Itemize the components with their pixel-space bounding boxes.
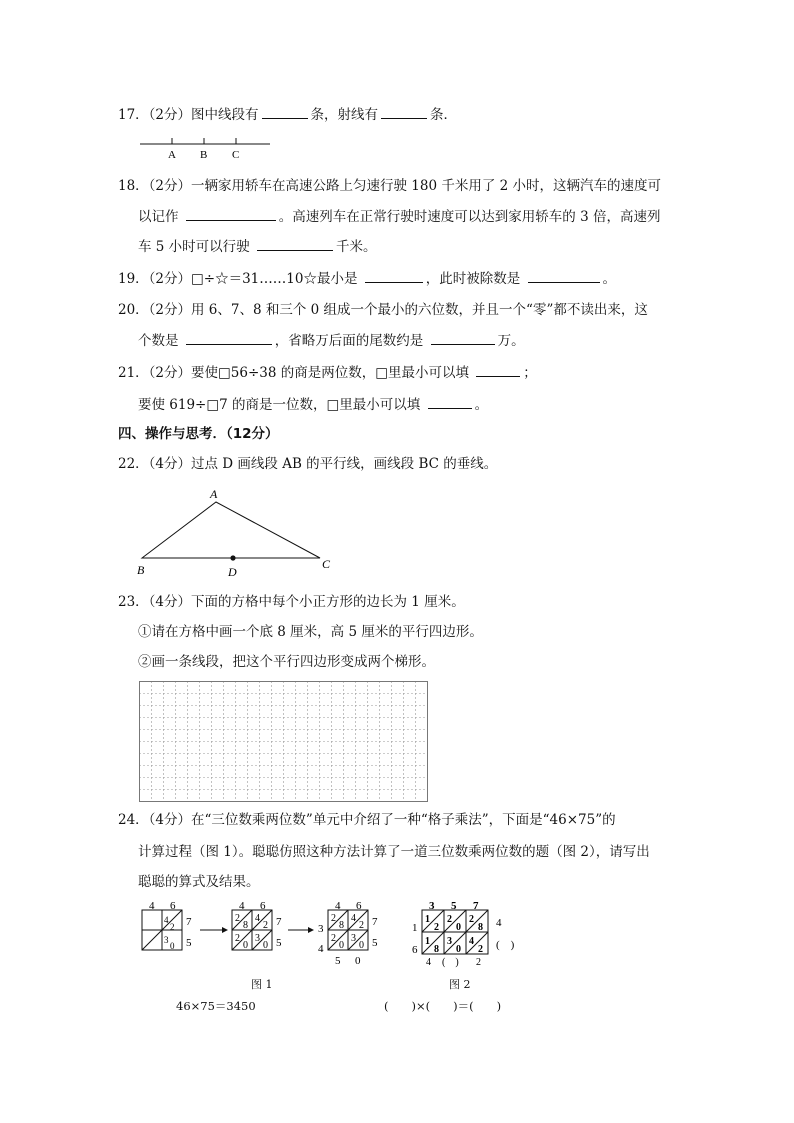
- q20-line2: 个数是 ，省略万后面的尾数约是 万。: [138, 330, 525, 351]
- svg-text:3: 3: [318, 923, 324, 935]
- svg-text:3: 3: [255, 933, 260, 944]
- lattice-figure-2: [410, 900, 530, 975]
- svg-text:4: 4: [255, 913, 260, 924]
- answer-blank[interactable]: [186, 330, 272, 345]
- q22-text: 22．（4分）过点 D 画线段 AB 的平行线，画线段 BC 的垂线。: [118, 456, 498, 472]
- point-label-a: A: [168, 149, 176, 161]
- svg-text:4: 4: [318, 943, 324, 955]
- figure-2-caption: 图 2: [449, 978, 471, 991]
- q22-triangle-figure: [134, 484, 334, 580]
- svg-text:1: 1: [412, 922, 418, 934]
- point-label-c: C: [232, 149, 240, 161]
- q20-line1: 20．（2分）用 6、7、8 和三个 0 组成一个最小的六位数，并且一个“零”都不读出来，这: [118, 302, 648, 318]
- q23-sub2: ②画一条线段，把这个平行四边形变成两个梯形。: [138, 654, 435, 670]
- svg-text:6: 6: [260, 900, 266, 912]
- answer-blank[interactable]: [528, 268, 600, 283]
- vertex-label-b: B: [137, 563, 145, 577]
- svg-text:5: 5: [451, 900, 457, 912]
- svg-text:7: 7: [186, 916, 192, 928]
- q17-text: 17．（2分）图中线段有 条，射线有 条．: [118, 104, 457, 125]
- q18-line1: 18．（2分）一辆家用轿车在高速公路上匀速行驶 180 千米用了 2 小时，这辆汽车的速度可: [118, 178, 662, 194]
- svg-text:2: 2: [331, 933, 336, 944]
- svg-text:2: 2: [170, 922, 175, 932]
- lattice-stage-2: [232, 900, 282, 951]
- svg-text:( ): ( ): [496, 939, 515, 951]
- svg-text:4: 4: [239, 900, 245, 912]
- figure-2-equation[interactable]: ( )×( )＝( ): [384, 999, 502, 1013]
- answer-blank[interactable]: [431, 330, 495, 345]
- answer-blank[interactable]: [262, 104, 308, 119]
- point-label-b: B: [200, 149, 208, 161]
- svg-text:2: 2: [235, 933, 240, 944]
- svg-text:0: 0: [170, 941, 175, 951]
- q23-text: 23．（4分）下面的方格中每个小正方形的边长为 1 厘米。: [118, 594, 465, 610]
- q21-line1: 21．（2分）要使□56÷38 的商是两位数，□里最小可以填 ；: [118, 362, 537, 383]
- answer-blank[interactable]: [428, 394, 472, 409]
- lattice-stage-3: [318, 900, 378, 967]
- svg-text:3: 3: [164, 935, 169, 945]
- q24-line2: 计算过程（图 1）。聪聪仿照这种方法计算了一道三位数乘两位数的题（图 2），请写出: [138, 844, 650, 860]
- svg-text:8: 8: [434, 944, 439, 955]
- svg-text:5: 5: [186, 937, 192, 949]
- figure-1-equation: 46×75＝3450: [176, 999, 256, 1013]
- point-d-dot: [230, 555, 235, 560]
- q18-line3: 车 5 小时可以行驶 千米。: [138, 236, 376, 257]
- q24-line1: 24．（4分）在“三位数乘两位数”单元中介绍了一种“格子乘法”，下面是“46×75”的: [118, 812, 616, 828]
- q24-line3: 聪聪的算式及结果。: [138, 874, 260, 890]
- vertex-label-c: C: [322, 557, 331, 571]
- figure-1-caption: 图 1: [251, 978, 273, 991]
- grid-paper[interactable]: [139, 681, 429, 803]
- svg-text:2: 2: [359, 920, 364, 931]
- svg-text:( ): ( ): [442, 957, 459, 968]
- svg-text:8: 8: [339, 920, 344, 931]
- svg-text:6: 6: [412, 944, 418, 956]
- svg-text:2: 2: [478, 944, 483, 955]
- svg-text:0: 0: [339, 940, 344, 951]
- lattice-stage-1: [142, 900, 192, 951]
- svg-text:7: 7: [473, 900, 479, 912]
- svg-text:4: 4: [149, 900, 155, 912]
- svg-text:5: 5: [335, 955, 341, 967]
- svg-text:5: 5: [276, 937, 282, 949]
- svg-text:1: 1: [425, 936, 430, 947]
- svg-text:0: 0: [263, 940, 268, 951]
- svg-text:6: 6: [356, 900, 362, 912]
- svg-text:4: 4: [335, 900, 341, 912]
- svg-text:4: 4: [426, 957, 431, 968]
- svg-text:2: 2: [263, 920, 268, 931]
- svg-text:2: 2: [331, 913, 336, 924]
- svg-text:2: 2: [476, 957, 481, 968]
- svg-text:3: 3: [429, 900, 435, 912]
- svg-text:4: 4: [164, 915, 169, 925]
- svg-text:1: 1: [425, 914, 430, 925]
- answer-blank[interactable]: [186, 206, 276, 221]
- q19-text: 19．（2分）□÷☆＝31……10☆最小是 ，此时被除数是 。: [118, 268, 616, 289]
- answer-blank[interactable]: [381, 104, 427, 119]
- svg-text:0: 0: [359, 940, 364, 951]
- svg-text:7: 7: [276, 916, 282, 928]
- q21-line2: 要使 619÷□7 的商是一位数，□里最小可以填 。: [138, 394, 488, 415]
- svg-text:3: 3: [447, 936, 452, 947]
- section-heading: 四、操作与思考．（12分）: [118, 426, 279, 442]
- svg-text:8: 8: [243, 920, 248, 931]
- answer-blank[interactable]: [257, 236, 333, 251]
- vertex-label-a: A: [210, 487, 218, 501]
- answer-blank[interactable]: [476, 362, 520, 377]
- svg-text:0: 0: [243, 940, 248, 951]
- svg-text:2: 2: [235, 913, 240, 924]
- point-label-d: D: [228, 565, 237, 579]
- svg-text:8: 8: [478, 922, 483, 933]
- q23-sub1: ①请在方格中画一个底 8 厘米，高 5 厘米的平行四边形。: [138, 624, 483, 640]
- svg-text:4: 4: [351, 913, 356, 924]
- q17-line-figure: [138, 132, 273, 162]
- svg-text:3: 3: [351, 933, 356, 944]
- svg-text:2: 2: [434, 922, 439, 933]
- svg-text:4: 4: [496, 917, 502, 929]
- svg-text:2: 2: [447, 914, 452, 925]
- answer-blank[interactable]: [365, 268, 423, 283]
- q18-line2: 以记作 。高速列车在正常行驶时速度可以达到家用轿车的 3 倍，高速列: [138, 206, 660, 227]
- svg-text:6: 6: [170, 900, 176, 912]
- svg-text:0: 0: [456, 922, 461, 933]
- svg-text:0: 0: [456, 944, 461, 955]
- svg-text:0: 0: [355, 955, 361, 967]
- svg-text:5: 5: [372, 937, 378, 949]
- svg-text:2: 2: [469, 914, 474, 925]
- svg-text:7: 7: [372, 916, 378, 928]
- svg-text:4: 4: [469, 936, 474, 947]
- lattice-figure-1: [138, 900, 398, 975]
